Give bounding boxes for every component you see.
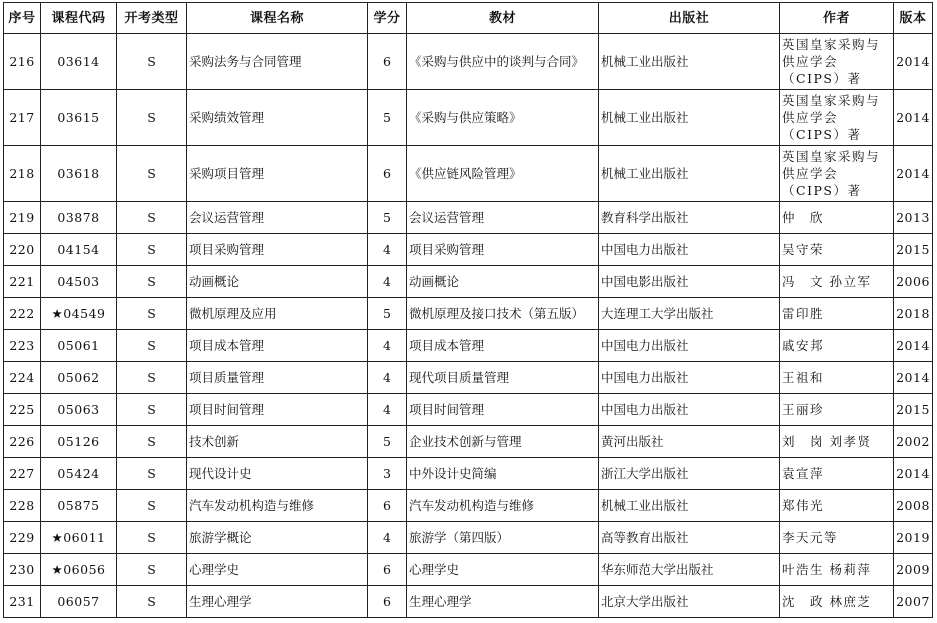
cell-edition: 2018 (894, 298, 933, 330)
cell-author: 叶浩生 杨莉萍 (780, 554, 894, 586)
cell-course-code: 05424 (41, 458, 117, 490)
cell-textbook: 微机原理及接口技术（第五版） (407, 298, 599, 330)
cell-course-code: ★04549 (41, 298, 117, 330)
cell-course-name: 心理学史 (187, 554, 368, 586)
cell-course-name: 汽车发动机构造与维修 (187, 490, 368, 522)
cell-textbook: 项目采购管理 (407, 234, 599, 266)
header-edition: 版本 (894, 3, 933, 34)
header-textbook: 教材 (407, 3, 599, 34)
cell-course-code: 04503 (41, 266, 117, 298)
cell-edition: 2015 (894, 234, 933, 266)
cell-course-code: 03615 (41, 90, 117, 146)
cell-author: 英国皇家采购与供应学会（CIPS）著 (780, 34, 894, 90)
table-row (4, 234, 933, 266)
table-row (4, 362, 933, 394)
header-exam-type: 开考类型 (117, 3, 187, 34)
cell-seq: 220 (4, 234, 41, 266)
cell-exam-type: S (117, 522, 187, 554)
cell-author: 郑伟光 (780, 490, 894, 522)
cell-course-name: 项目时间管理 (187, 394, 368, 426)
cell-publisher: 高等教育出版社 (599, 522, 780, 554)
cell-course-code: 05062 (41, 362, 117, 394)
cell-course-name: 采购绩效管理 (187, 90, 368, 146)
cell-textbook: 项目成本管理 (407, 330, 599, 362)
cell-author: 仲 欣 (780, 202, 894, 234)
cell-textbook: 汽车发动机构造与维修 (407, 490, 599, 522)
cell-seq: 231 (4, 586, 41, 618)
cell-credit: 4 (368, 234, 407, 266)
table-body (4, 34, 933, 618)
cell-textbook: 《采购与供应中的谈判与合同》 (407, 34, 599, 90)
cell-course-name: 采购法务与合同管理 (187, 34, 368, 90)
cell-publisher: 机械工业出版社 (599, 146, 780, 202)
cell-publisher: 中国电力出版社 (599, 394, 780, 426)
cell-publisher: 黄河出版社 (599, 426, 780, 458)
cell-edition: 2015 (894, 394, 933, 426)
cell-edition: 2006 (894, 266, 933, 298)
cell-author: 王丽珍 (780, 394, 894, 426)
cell-seq: 225 (4, 394, 41, 426)
cell-publisher: 中国电力出版社 (599, 234, 780, 266)
cell-textbook: 会议运营管理 (407, 202, 599, 234)
cell-publisher: 机械工业出版社 (599, 490, 780, 522)
table-row (4, 554, 933, 586)
cell-exam-type: S (117, 362, 187, 394)
cell-textbook: 中外设计史简编 (407, 458, 599, 490)
cell-edition: 2007 (894, 586, 933, 618)
cell-course-code: 05063 (41, 394, 117, 426)
cell-textbook: 项目时间管理 (407, 394, 599, 426)
cell-exam-type: S (117, 266, 187, 298)
cell-author: 冯 文 孙立军 (780, 266, 894, 298)
cell-exam-type: S (117, 34, 187, 90)
cell-textbook: 现代项目质量管理 (407, 362, 599, 394)
cell-course-name: 现代设计史 (187, 458, 368, 490)
cell-course-name: 生理心理学 (187, 586, 368, 618)
table-row (4, 458, 933, 490)
cell-publisher: 大连理工大学出版社 (599, 298, 780, 330)
cell-author: 王祖和 (780, 362, 894, 394)
cell-seq: 226 (4, 426, 41, 458)
table-row (4, 90, 933, 146)
cell-credit: 6 (368, 146, 407, 202)
cell-seq: 224 (4, 362, 41, 394)
cell-exam-type: S (117, 394, 187, 426)
cell-edition: 2014 (894, 362, 933, 394)
cell-course-name: 采购项目管理 (187, 146, 368, 202)
cell-credit: 4 (368, 362, 407, 394)
cell-credit: 6 (368, 586, 407, 618)
table-row (4, 490, 933, 522)
cell-textbook: 生理心理学 (407, 586, 599, 618)
cell-edition: 2009 (894, 554, 933, 586)
cell-seq: 230 (4, 554, 41, 586)
cell-seq: 222 (4, 298, 41, 330)
cell-course-code: 06057 (41, 586, 117, 618)
cell-textbook: 企业技术创新与管理 (407, 426, 599, 458)
cell-exam-type: S (117, 586, 187, 618)
cell-course-name: 旅游学概论 (187, 522, 368, 554)
table-row (4, 426, 933, 458)
cell-credit: 5 (368, 298, 407, 330)
table-row (4, 298, 933, 330)
header-course-name: 课程名称 (187, 3, 368, 34)
cell-credit: 6 (368, 34, 407, 90)
cell-publisher: 浙江大学出版社 (599, 458, 780, 490)
cell-publisher: 机械工业出版社 (599, 90, 780, 146)
cell-publisher: 华东师范大学出版社 (599, 554, 780, 586)
cell-exam-type: S (117, 554, 187, 586)
cell-seq: 223 (4, 330, 41, 362)
cell-course-code: 03614 (41, 34, 117, 90)
cell-publisher: 教育科学出版社 (599, 202, 780, 234)
cell-exam-type: S (117, 490, 187, 522)
cell-course-name: 动画概论 (187, 266, 368, 298)
cell-seq: 227 (4, 458, 41, 490)
cell-seq: 219 (4, 202, 41, 234)
textbook-table-sheet (3, 2, 932, 618)
cell-author: 李天元等 (780, 522, 894, 554)
cell-textbook: 动画概论 (407, 266, 599, 298)
header-author: 作者 (780, 3, 894, 34)
cell-course-code: 05875 (41, 490, 117, 522)
cell-exam-type: S (117, 458, 187, 490)
cell-edition: 2014 (894, 146, 933, 202)
table-row (4, 146, 933, 202)
cell-exam-type: S (117, 330, 187, 362)
cell-course-name: 会议运营管理 (187, 202, 368, 234)
cell-credit: 5 (368, 90, 407, 146)
cell-author: 戚安邦 (780, 330, 894, 362)
cell-edition: 2014 (894, 90, 933, 146)
cell-seq: 217 (4, 90, 41, 146)
cell-course-code: 05061 (41, 330, 117, 362)
cell-seq: 216 (4, 34, 41, 90)
cell-publisher: 中国电影出版社 (599, 266, 780, 298)
cell-exam-type: S (117, 234, 187, 266)
cell-edition: 2019 (894, 522, 933, 554)
cell-credit: 3 (368, 458, 407, 490)
cell-course-name: 项目质量管理 (187, 362, 368, 394)
cell-credit: 6 (368, 490, 407, 522)
header-publisher: 出版社 (599, 3, 780, 34)
cell-author: 吴守荣 (780, 234, 894, 266)
cell-author: 袁宣萍 (780, 458, 894, 490)
cell-course-code: ★06056 (41, 554, 117, 586)
cell-course-code: 05126 (41, 426, 117, 458)
cell-publisher: 中国电力出版社 (599, 362, 780, 394)
cell-textbook: 心理学史 (407, 554, 599, 586)
cell-seq: 221 (4, 266, 41, 298)
cell-author: 英国皇家采购与供应学会（CIPS）著 (780, 90, 894, 146)
cell-textbook: 旅游学（第四版） (407, 522, 599, 554)
cell-credit: 4 (368, 522, 407, 554)
cell-course-code: 03618 (41, 146, 117, 202)
cell-edition: 2014 (894, 330, 933, 362)
cell-credit: 6 (368, 554, 407, 586)
header-course-code: 课程代码 (41, 3, 117, 34)
table-row (4, 586, 933, 618)
cell-author: 刘 岗 刘孝贤 (780, 426, 894, 458)
cell-course-code: 04154 (41, 234, 117, 266)
table-row (4, 34, 933, 90)
table-row (4, 394, 933, 426)
cell-publisher: 北京大学出版社 (599, 586, 780, 618)
cell-textbook: 《供应链风险管理》 (407, 146, 599, 202)
header-seq: 序号 (4, 3, 41, 34)
cell-publisher: 机械工业出版社 (599, 34, 780, 90)
cell-seq: 228 (4, 490, 41, 522)
cell-course-code: ★06011 (41, 522, 117, 554)
table-row (4, 202, 933, 234)
cell-edition: 2013 (894, 202, 933, 234)
cell-credit: 5 (368, 426, 407, 458)
cell-credit: 4 (368, 330, 407, 362)
cell-seq: 218 (4, 146, 41, 202)
cell-publisher: 中国电力出版社 (599, 330, 780, 362)
cell-exam-type: S (117, 202, 187, 234)
cell-course-name: 技术创新 (187, 426, 368, 458)
header-credit: 学分 (368, 3, 407, 34)
cell-course-name: 项目采购管理 (187, 234, 368, 266)
cell-edition: 2014 (894, 34, 933, 90)
cell-course-code: 03878 (41, 202, 117, 234)
cell-textbook: 《采购与供应策略》 (407, 90, 599, 146)
cell-author: 雷印胜 (780, 298, 894, 330)
table-header (4, 3, 933, 34)
cell-course-name: 项目成本管理 (187, 330, 368, 362)
cell-exam-type: S (117, 90, 187, 146)
cell-edition: 2008 (894, 490, 933, 522)
table-row (4, 522, 933, 554)
cell-credit: 4 (368, 266, 407, 298)
cell-credit: 4 (368, 394, 407, 426)
cell-author: 沈 政 林庶芝 (780, 586, 894, 618)
table-row (4, 266, 933, 298)
textbook-table (3, 2, 933, 618)
cell-exam-type: S (117, 298, 187, 330)
cell-edition: 2014 (894, 458, 933, 490)
cell-credit: 5 (368, 202, 407, 234)
cell-edition: 2002 (894, 426, 933, 458)
cell-seq: 229 (4, 522, 41, 554)
cell-exam-type: S (117, 146, 187, 202)
header-row (4, 3, 933, 34)
cell-exam-type: S (117, 426, 187, 458)
cell-author: 英国皇家采购与供应学会（CIPS）著 (780, 146, 894, 202)
cell-course-name: 微机原理及应用 (187, 298, 368, 330)
table-row (4, 330, 933, 362)
